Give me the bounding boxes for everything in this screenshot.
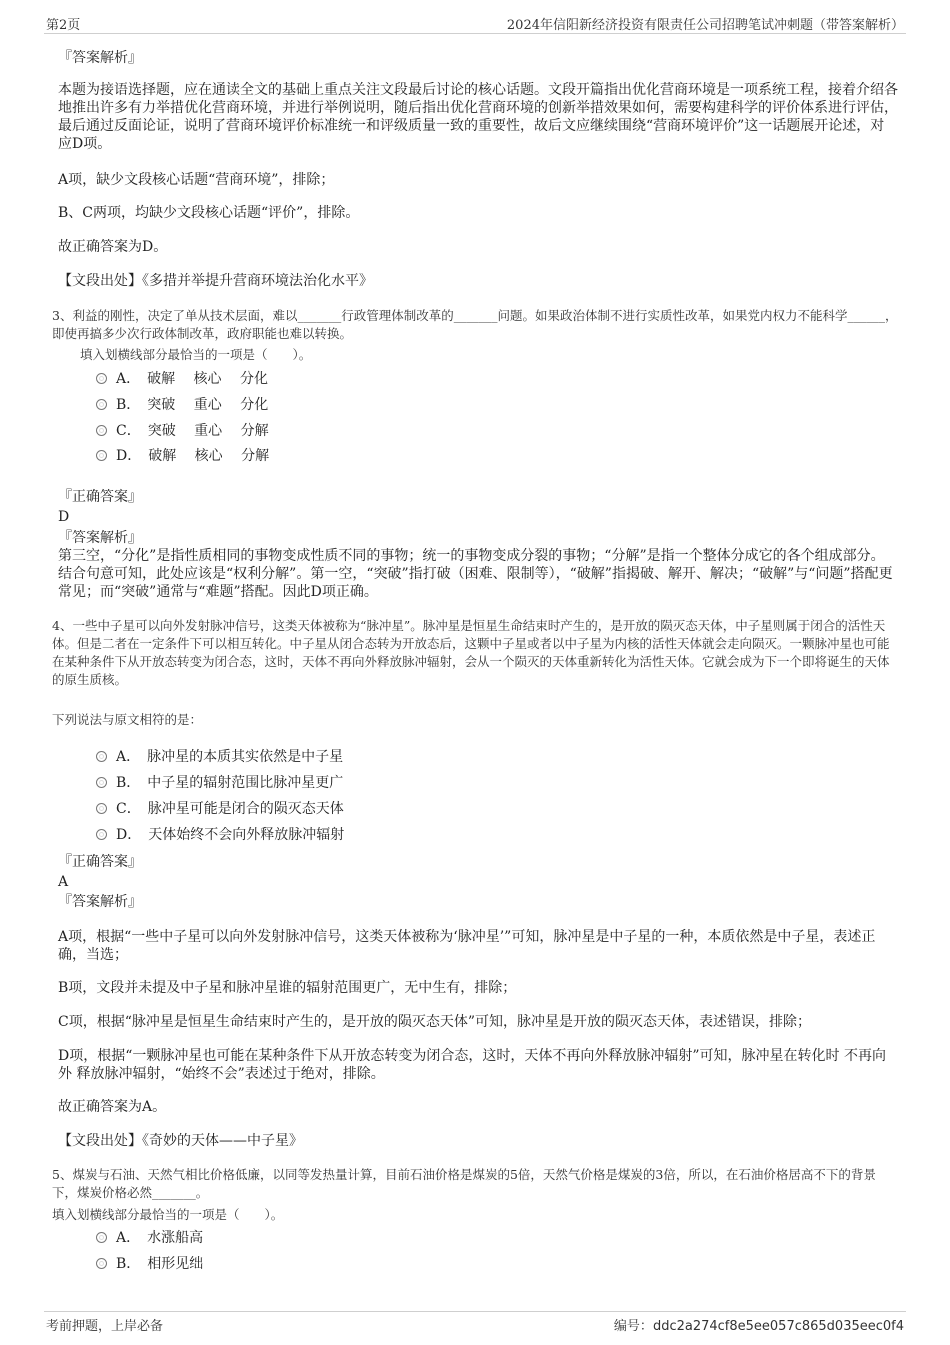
radio-icon [96,1232,107,1243]
footer-code-label: 编号： [613,1319,653,1334]
q4-option-d[interactable]: D． 天体始终不会向外释放脉冲辐射 [96,826,344,844]
q3-answer: D [58,509,70,525]
radio-icon [96,373,107,384]
radio-icon [96,829,107,840]
q4-answer: A [58,874,69,890]
q4-point-a: A项，根据“一些中子星可以向外发射脉冲信号，这类天体被称为‘脉冲星’”可知，脉冲星是中子星的一种，本质依然是中子星，表述正确，当选； [58,929,876,963]
radio-icon [96,399,107,410]
q4-answer-heading: 『正确答案』 [58,854,142,870]
q2-conclusion: 故正确答案为D。 [58,239,168,255]
q3-analysis: 第三空，“分化”是指性质相同的事物变成性质不同的事物；统一的事物变成分裂的事物；“分解”是指一个整体分成它的各个组成部分。结合句意可知，此处应该是“权利分解”。第一空，“突破”指打破（困难、限制等），“破解”指揭破、解开、解决；“破解”与“问题”搭配更常见；而“突破”通常与“难题”搭配。因此D项正确。 [58,548,893,600]
footer-slogan: 考前押题，上岸必备 [46,1319,164,1334]
q2-source: 【文段出处】《多措并举提升营商环境法治化水平》 [58,273,373,289]
q2-analysis-body: 本题为接语选择题，应在通读全文的基础上重点关注文段最后讨论的核心话题。文段开篇指出优化营商环境是一项系统工程，接着介绍各地推出许多有力举措优化营商环境，并进行举例说明，随后指出优化营商环境的创新举措效果如何，需要构建科学的评价体系进行评估，最后通过反面论证，说明了营商环境评价标准统一和评级质量一致的重要性，故后文应继续围绕“营商环境评价”这一话题展开论述，对应D项。 [58,82,898,152]
q3-prompt: 填入划横线部分最恰当的一项是（ ）。 [80,347,312,362]
radio-icon [96,803,107,814]
footer-code-value: ddc2a274cf8e5ee057c865d035eec0f4 [652,1319,904,1334]
radio-icon [96,1258,107,1269]
q5-stem: 5、煤炭与石油、天然气相比价格低廉，以同等发热量计算，目前石油价格是煤炭的5倍，天然气价格是煤炭的3倍，所以，在石油价格居高不下的背景下，煤炭价格必然_______。 [52,1167,876,1200]
radio-icon [96,751,107,762]
footer-divider [44,1311,906,1312]
q4-point-d: D项，根据“一颗脉冲星也可能在某种条件下从开放态转变为闭合态，这时，天体不再向外释放脉冲辐射”可知，脉冲星在转化时 不再向外 释放脉冲辐射，“始终不会”表述过于绝对，排除。 [58,1048,886,1082]
q4-point-c: C项，根据“脉冲星是恒星生命结束时产生的，是开放的陨灭态天体”可知，脉冲星是开放的陨灭态天体，表述错误，排除； [58,1014,812,1030]
q5-prompt: 填入划横线部分最恰当的一项是（ ）。 [52,1207,284,1222]
q5-option-b[interactable]: B． 相形见绌 [96,1255,203,1273]
q3-stem: 3、利益的刚性，决定了单从技术层面，难以_______行政管理体制改革的_______问题。如果政治体制不进行实质性改革，如果党内权力不能科学______，即使再搞多少次行政体制改革，政府职能也难以转换。 [52,308,898,341]
document-title: 2024年信阳新经济投资有限责任公司招聘笔试冲刺题（带答案解析） [506,18,904,33]
q4-option-c[interactable]: C． 脉冲星可能是闭合的陨灭态天体 [96,800,344,818]
q3-option-b[interactable]: B． 突破 重心 分化 [96,396,268,414]
q2-point-a: A项，缺少文段核心话题“营商环境”，排除； [58,172,335,188]
q4-source: 【文段出处】《奇妙的天体——中子星》 [58,1133,303,1149]
q4-analysis-heading: 『答案解析』 [58,894,142,910]
q2-point-bc: B、C两项，均缺少文段核心话题“评价”，排除。 [58,205,360,221]
radio-icon [96,450,107,461]
q4-option-b[interactable]: B． 中子星的辐射范围比脉冲星更广 [96,774,343,792]
q5-option-a[interactable]: A． 水涨船高 [96,1229,203,1247]
radio-icon [96,425,107,436]
radio-icon [96,777,107,788]
q3-analysis-heading: 『答案解析』 [58,530,142,546]
q3-answer-heading: 『正确答案』 [58,489,142,505]
q3-option-a[interactable]: A． 破解 核心 分化 [96,370,268,388]
q4-option-a[interactable]: A． 脉冲星的本质其实依然是中子星 [96,748,343,766]
q2-analysis-heading: 『答案解析』 [58,50,142,66]
q4-conclusion: 故正确答案为A。 [58,1099,167,1115]
q4-point-b: B项，文段并未提及中子星和脉冲星谁的辐射范围更广，无中生有，排除； [58,980,517,996]
header-divider [44,33,906,34]
page-number: 第2页 [46,18,81,33]
q3-option-d[interactable]: D． 破解 核心 分解 [96,447,269,465]
q4-prompt: 下列说法与原文相符的是： [52,712,203,727]
q4-stem: 4、一些中子星可以向外发射脉冲信号，这类天体被称为“脉冲星”。脉冲星是恒星生命结束时产生的，是开放的陨灭态天体，中子星则属于闭合的活性天体。但是二者在一定条件下可以相互转化。中子星从闭合态转为开放态后，这颗中子星或者以中子星为内核的活性天体就会走向陨灭。一颗脉冲星也可能在某种条件下从开放态转变为闭合态，这时，天体不再向外释放脉冲辐射，会从一个陨灭的天体重新转化为活性天体。它就会成为下一个即将诞生的天体的原生质核。 [52,618,890,687]
q3-option-c[interactable]: C． 突破 重心 分解 [96,422,269,440]
footer-code [614,1315,904,1334]
